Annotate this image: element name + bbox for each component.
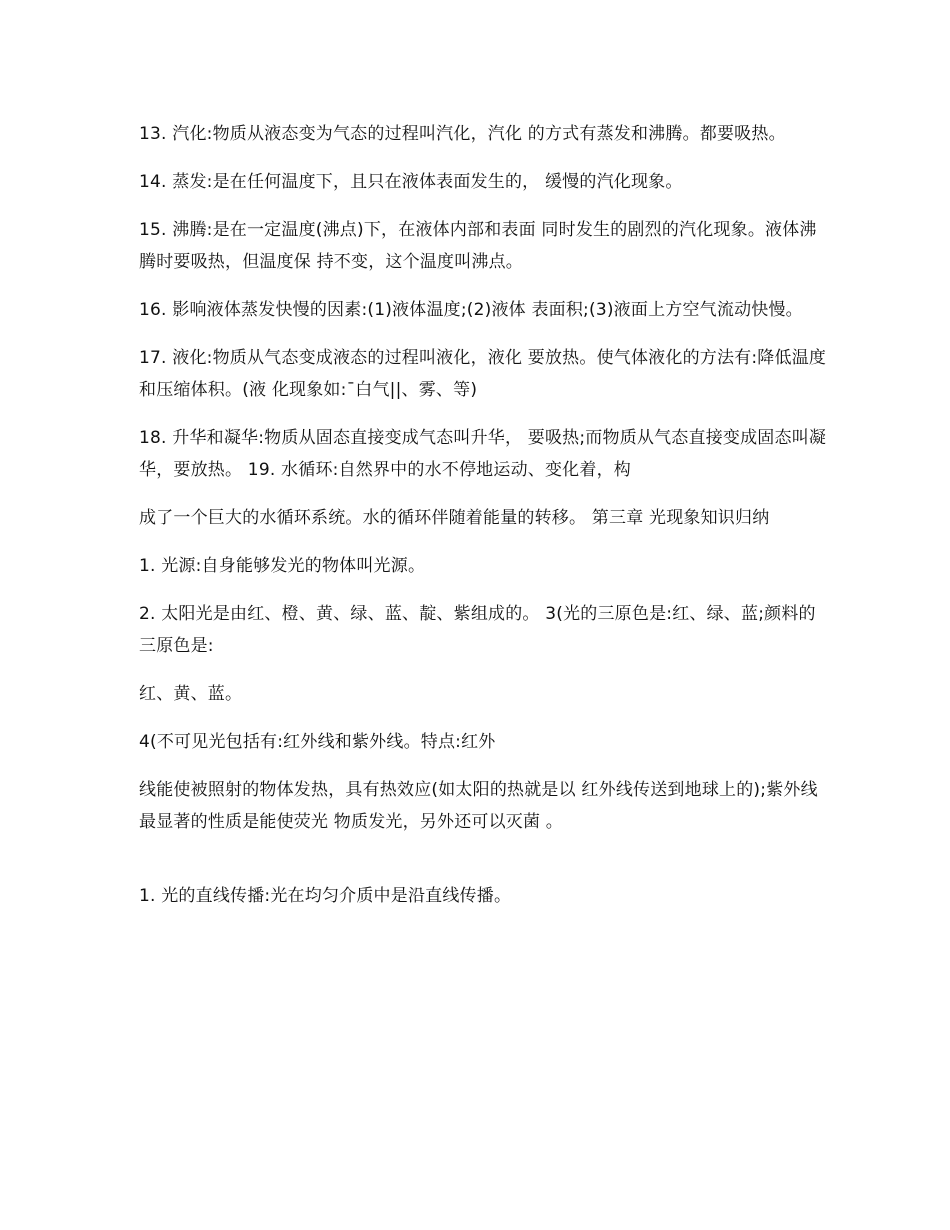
paragraph-1-rectilinear-propagation: 1. 光的直线传播:光在均匀介质中是沿直线传播。	[139, 886, 512, 906]
paragraph-17-liquefaction: 17. 液化:物质从气态变成液态的过程叫液化，液化 要放热。使气体液化的方法有:降低温度和压缩体积。(液 化现象如:¯白气||、雾、等)	[139, 348, 827, 400]
paragraph-18-sublimation: 18. 升华和凝华:物质从固态直接变成气态叫升华， 要吸热;而物质从气态直接变成固态叫凝华，要放热。 19. 水循环:自然界中的水不停地运动、变化着，构	[139, 428, 827, 480]
paragraph-15-boiling: 15. 沸腾:是在一定温度(沸点)下，在液体内部和表面 同时发生的剧烈的汽化现象。液体沸腾时要吸热，但温度保 持不变，这个温度叫沸点。	[139, 220, 817, 272]
document-body	[139, 118, 829, 928]
paragraph-1-light-source: 1. 光源:自身能够发光的物体叫光源。	[139, 556, 426, 576]
paragraph-13-vaporization: 13. 汽化:物质从液态变为气态的过程叫汽化，汽化 的方式有蒸发和沸腾。都要吸热。	[139, 124, 786, 144]
paragraph-water-cycle-chapter-3: 成了一个巨大的水循环系统。水的循环伴随着能量的转移。 第三章 光现象知识归纳	[139, 508, 770, 528]
paragraph-pigment-primaries: 红、黄、蓝。	[139, 684, 243, 704]
paragraph-14-evaporation: 14. 蒸发:是在任何温度下，且只在液体表面发生的， 缓慢的汽化现象。	[139, 172, 683, 192]
paragraph-2-sunlight-colors: 2. 太阳光是由红、橙、黄、绿、蓝、靛、紫组成的。 3(光的三原色是:红、绿、蓝;颜料的三原色是:	[139, 604, 816, 656]
paragraph-infrared-ultraviolet: 线能使被照射的物体发热，具有热效应(如太阳的热就是以 红外线传送到地球上的);紫外线最显著的性质是能使荧光 物质发光，另外还可以灭菌 。	[139, 780, 818, 832]
paragraph-16-evaporation-factors: 16. 影响液体蒸发快慢的因素:(1)液体温度;(2)液体 表面积;(3)液面上方空气流动快慢。	[139, 300, 803, 320]
paragraph-4-invisible-light: 4(不可见光包括有:红外线和紫外线。特点:红外	[139, 732, 496, 752]
